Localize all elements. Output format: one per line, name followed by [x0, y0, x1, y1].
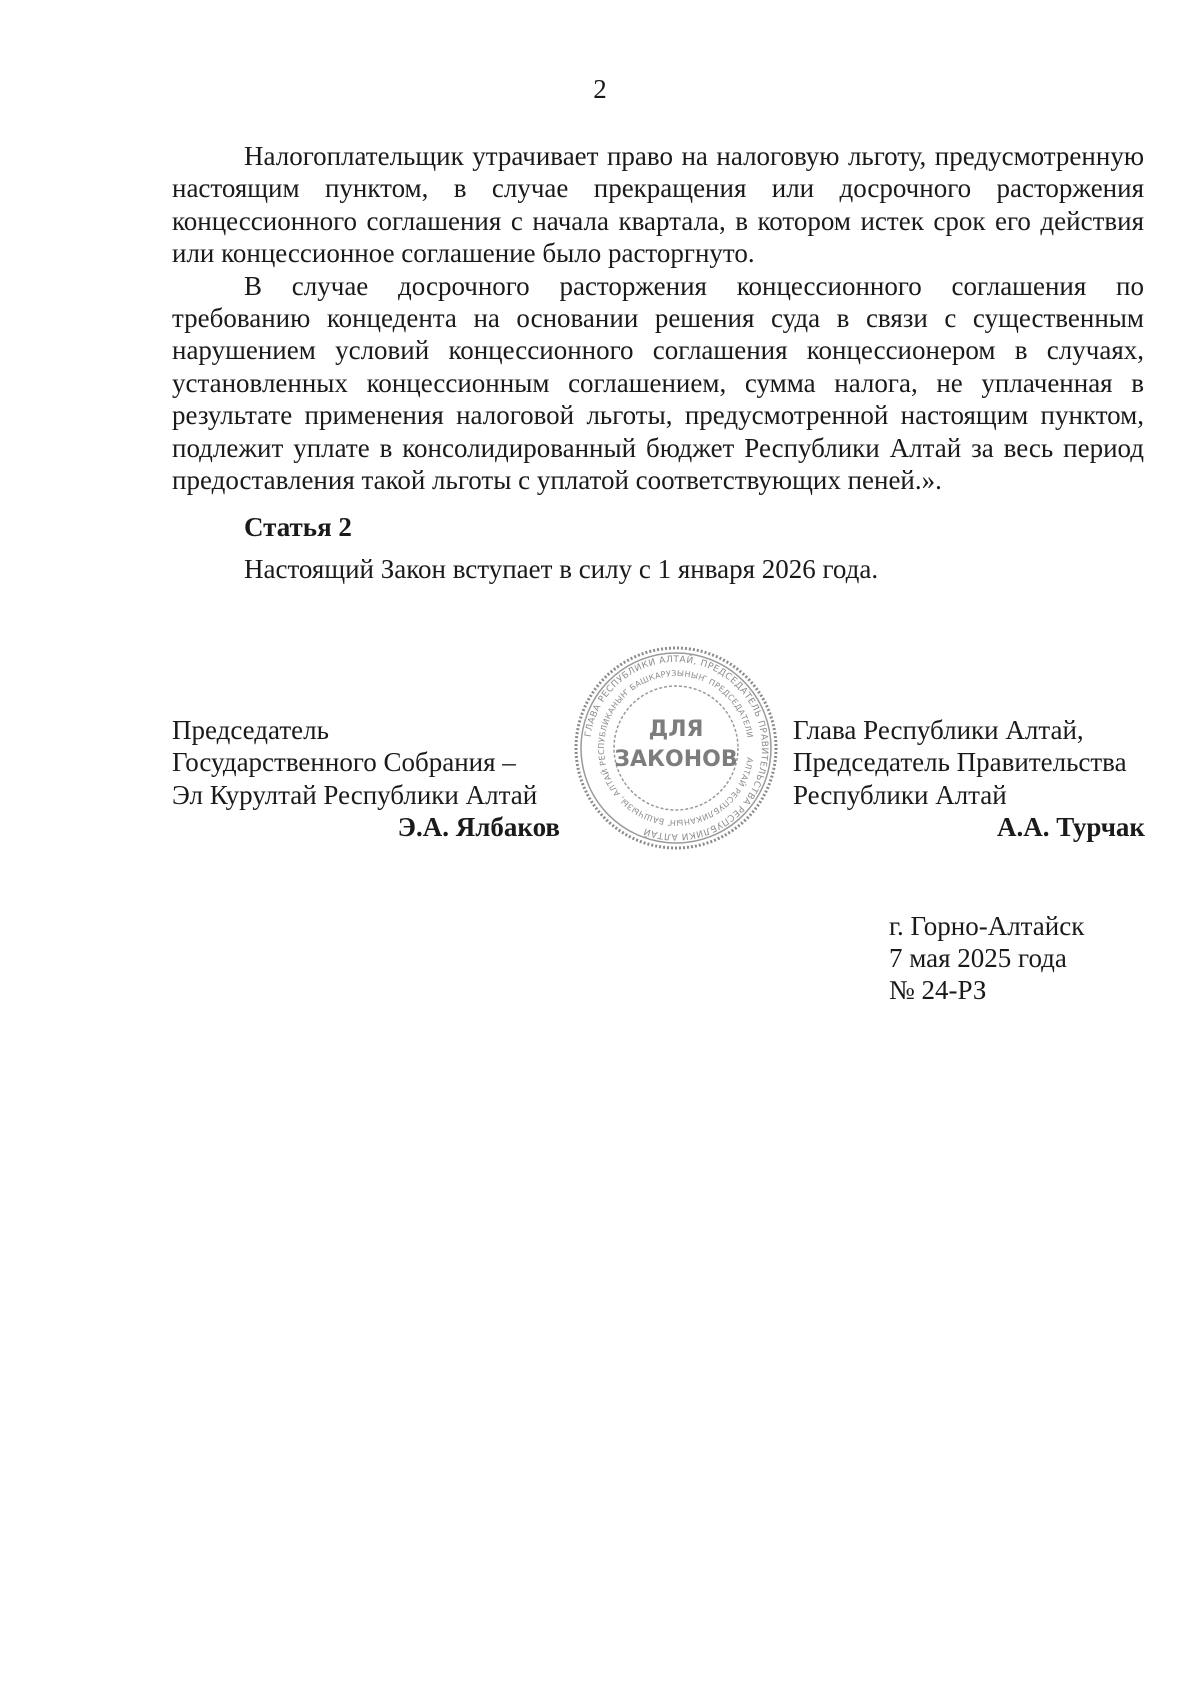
signatory-name-chairman: Э.А. Ялбаков: [397, 812, 560, 843]
place-date-block: [889, 910, 1084, 1006]
signatory-name-head: А.А. Турчак: [996, 812, 1145, 843]
stamp-center-top: ДЛЯ: [648, 717, 704, 742]
paragraph-early-termination: В случае досрочного расторжения концессионного соглашения по требованию концедента на основании решения суда в связи с существенным нарушением условий концессионного соглашения концессионером в случаях, установленных концессионным соглашением, сумма налога, не уплаченная в результате применения налоговой льготы, предусмотренной настоящим пунктом, подлежит уплате в консолидированный бюджет Республики Алтай за весь период предоставления такой льготы с уплатой соответствующих пеней.».: [172, 270, 1144, 496]
official-stamp: [566, 638, 786, 858]
signature-title-line: Республики Алтай: [793, 779, 1007, 810]
paragraph-tax-benefit-loss: Налогоплательщик утрачивает право на налоговую льготу, предусмотренную настоящим пунктом, в случае прекращения или досрочного расторжения концессионного соглашения с начала квартала, в котором истек срок его действия или концессионное соглашение было расторгнуто.: [172, 141, 1144, 269]
city: г. Горно-Алтайск: [889, 911, 1085, 941]
signature-block-head: [793, 714, 1145, 844]
article-heading: Статья 2: [244, 512, 352, 543]
document-body: [172, 140, 1144, 586]
stamp-ring-text: ГЛАВА РЕСПУБЛИКИ АЛТАЙ, ПРЕДСЕДАТЕЛЬ ПРАВИТЕЛЬСТВА РЕСПУБЛИКИ АЛТАЙ: [583, 654, 770, 842]
signature-block-chairman: [172, 714, 560, 844]
signature-title-line: Эл Курултай Республики Алтай: [172, 779, 538, 810]
law-number: № 24-РЗ: [889, 975, 987, 1005]
signature-title-line: Председатель Правительства: [793, 747, 1127, 778]
signature-title-line: Глава Республики Алтай,: [793, 715, 1084, 745]
stamp-ring-text-inner: АЛТАЙ РЕСПУБЛИКАНЫҤ БАШЧЫЗЫ, АЛТАЙ РЕСПУБЛИКАНЫҤ БАШКАРУЗЫНЫҤ ПРЕДСЕДАТЕЛИ: [596, 668, 755, 828]
adoption-date: 7 мая 2025 года: [889, 943, 1067, 973]
signature-title-line: Председатель: [172, 715, 329, 745]
signature-title-line: Государственного Собрания –: [172, 747, 516, 778]
article-text: Настоящий Закон вступает в силу с 1 января 2026 года.: [244, 554, 879, 585]
page-number: 2: [593, 74, 607, 104]
stamp-center-bottom: ЗАКОНОВ: [614, 747, 738, 772]
